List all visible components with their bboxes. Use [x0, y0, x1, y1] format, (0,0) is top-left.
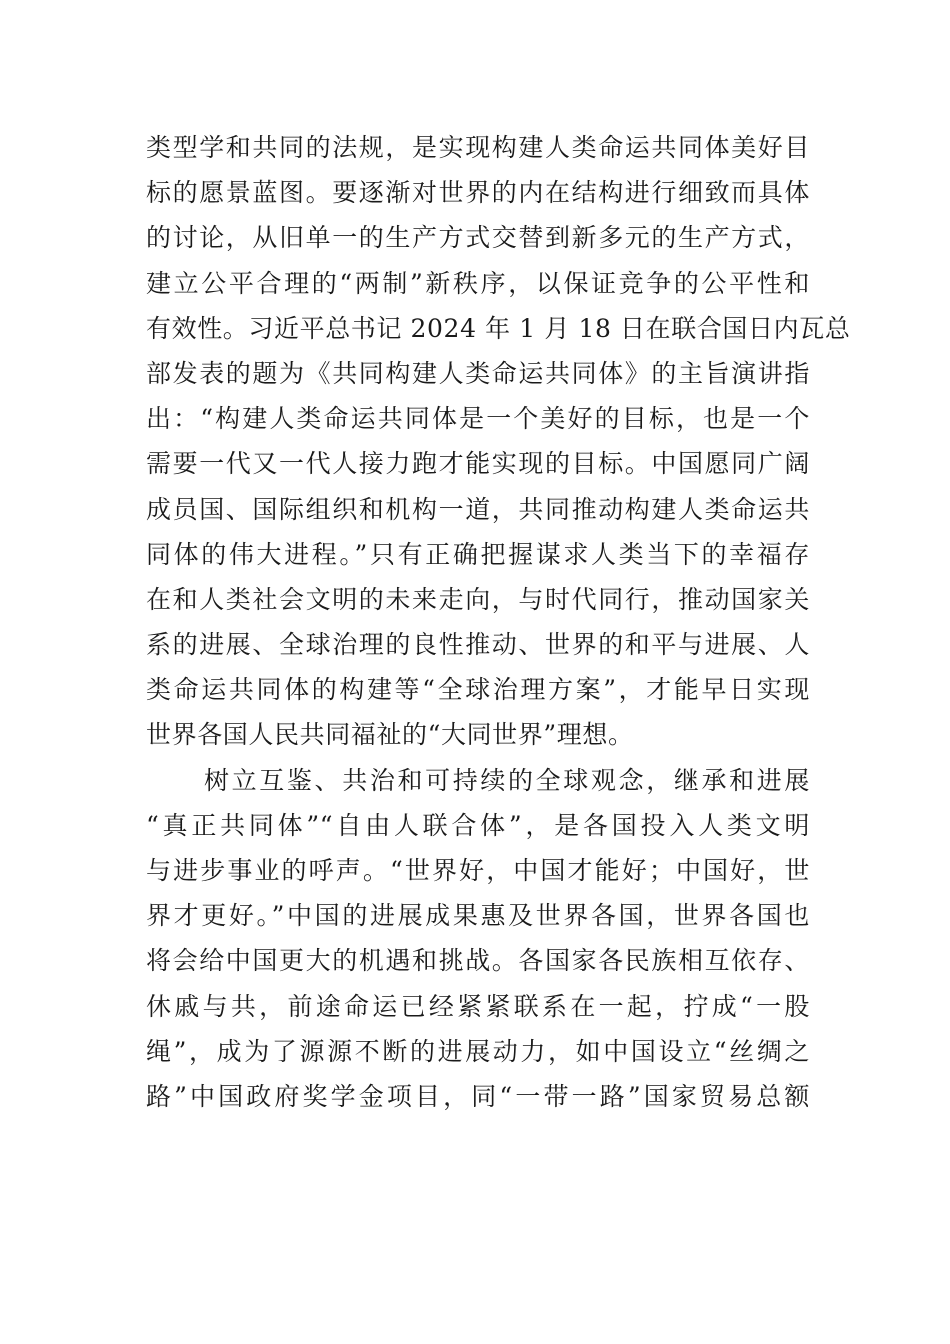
text-line: 成员国、国际组织和机构一道，共同推动构建人类命运共: [146, 494, 810, 524]
text-line: 部发表的题为《共同构建人类命运共同体》的主旨演讲指: [146, 358, 810, 388]
text-line: 出：“构建人类命运共同体是一个美好的目标，也是一个: [146, 404, 810, 434]
text-line: 类命运共同体的构建等“全球治理方案”，才能早日实现: [146, 675, 810, 705]
text-line: 的讨论，从旧单一的生产方式交替到新多元的生产方式，: [146, 223, 810, 253]
paragraph-1: [146, 125, 851, 758]
text-line: 建立公平合理的“两制”新秩序，以保证竞争的公平性和: [146, 268, 810, 298]
text-line: 界才更好。”中国的进展成果惠及世界各国，世界各国也: [146, 901, 810, 931]
text-line: 类型学和共同的法规，是实现构建人类命运共同体美好目: [146, 133, 810, 162]
text-line: 在和人类社会文明的未来走向，与时代同行，推动国家关: [146, 584, 810, 614]
text-line: 绳”，成为了源源不断的进展动力，如中国设立“丝绸之: [146, 1036, 810, 1066]
text-line: 休戚与共，前途命运已经紧紧联系在一起，拧成“一股: [146, 991, 810, 1021]
text-line: 树立互鉴、共治和可持续的全球观念，继承和进展: [204, 765, 810, 795]
text-line: 路”中国政府奖学金项目，同“一带一路”国家贸易总额: [146, 1081, 810, 1111]
text-line: 需要一代又一代人接力跑才能实现的目标。中国愿同广阔: [146, 449, 810, 479]
text-line: 世界各国人民共同福祉的“大同世界”理想。: [146, 720, 634, 750]
paragraph-2: [146, 758, 810, 1120]
text-line: 将会给中国更大的机遇和挑战。各国家各民族相互依存、: [146, 946, 810, 976]
text-line: 与进步事业的呼声。“世界好，中国才能好；中国好，世: [146, 856, 810, 885]
text-line: 同体的伟大进程。”只有正确把握谋求人类当下的幸福存: [146, 539, 810, 569]
text-line: 标的愿景蓝图。要逐渐对世界的内在结构进行细致而具体: [146, 178, 810, 208]
text-line: 系的进展、全球治理的良性推动、世界的和平与进展、人: [146, 630, 810, 660]
text-line: “真正共同体”“自由人联合体”，是各国投入人类文明: [146, 810, 810, 840]
document-body: [146, 125, 851, 1119]
text-line: 有效性。习近平总书记 2024 年 1 月 18 日在联合国日内瓦总: [146, 313, 851, 343]
